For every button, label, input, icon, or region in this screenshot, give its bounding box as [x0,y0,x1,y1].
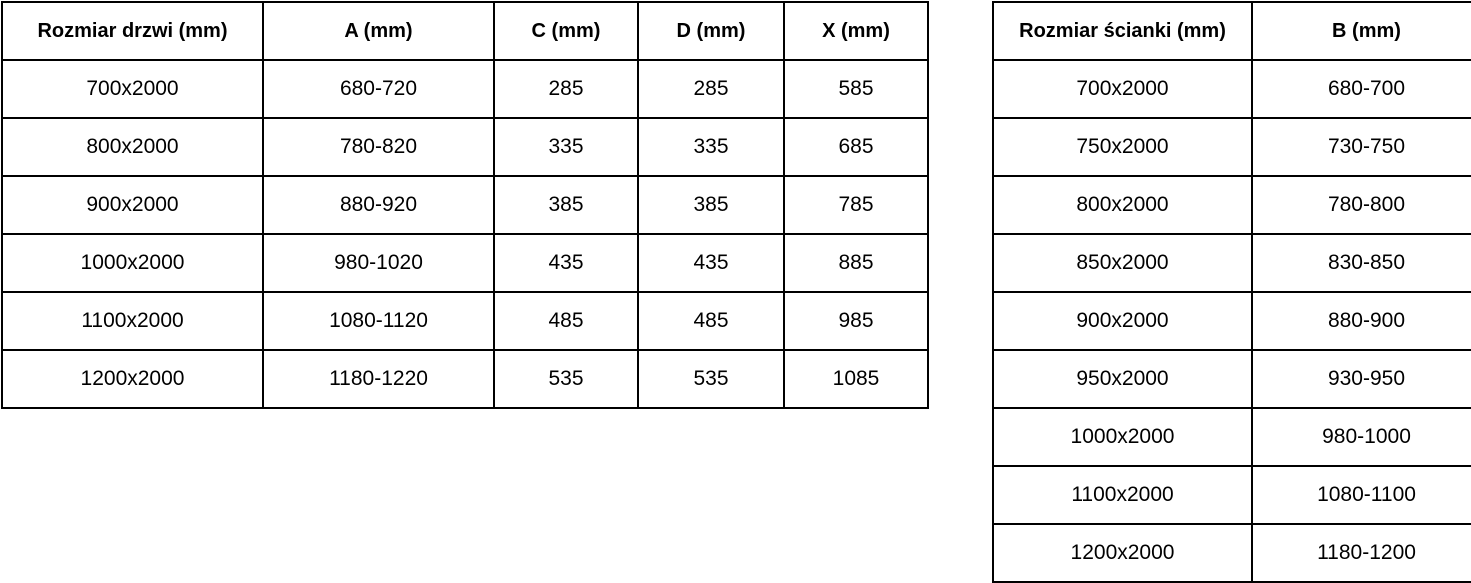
table-cell: 680-700 [1252,60,1471,118]
table-cell: 800x2000 [2,118,263,176]
wall-panel-sizes-table [992,1,1471,583]
column-header: C (mm) [494,2,638,60]
header-row [2,2,928,60]
door-sizes-table [1,1,929,409]
table-row [993,350,1471,408]
table-cell: 950x2000 [993,350,1252,408]
table-cell: 700x2000 [993,60,1252,118]
table-row [2,176,928,234]
table-cell: 1000x2000 [2,234,263,292]
table-row [2,234,928,292]
table-cell: 485 [638,292,784,350]
table-cell: 535 [494,350,638,408]
table-row [993,408,1471,466]
table-cell: 750x2000 [993,118,1252,176]
table-cell: 1100x2000 [993,466,1252,524]
table-row [993,118,1471,176]
table-cell: 1100x2000 [2,292,263,350]
table-cell: 285 [638,60,784,118]
table-cell: 980-1020 [263,234,494,292]
table-cell: 535 [638,350,784,408]
table-cell: 1180-1200 [1252,524,1471,582]
header-row [993,2,1471,60]
table-cell: 800x2000 [993,176,1252,234]
column-header: X (mm) [784,2,928,60]
table-cell: 1180-1220 [263,350,494,408]
table-cell: 335 [494,118,638,176]
table-cell: 585 [784,60,928,118]
table-cell: 435 [638,234,784,292]
table-cell: 385 [494,176,638,234]
table-row [993,292,1471,350]
table-cell: 1200x2000 [993,524,1252,582]
column-header: Rozmiar drzwi (mm) [2,2,263,60]
column-header: Rozmiar ścianki (mm) [993,2,1252,60]
table-row [2,60,928,118]
table-cell: 1200x2000 [2,350,263,408]
table-cell: 485 [494,292,638,350]
table-row [993,466,1471,524]
column-header: D (mm) [638,2,784,60]
table-cell: 680-720 [263,60,494,118]
table-cell: 385 [638,176,784,234]
table-cell: 785 [784,176,928,234]
table-cell: 885 [784,234,928,292]
table-cell: 830-850 [1252,234,1471,292]
table-row [2,292,928,350]
table-cell: 1085 [784,350,928,408]
table-cell: 880-900 [1252,292,1471,350]
table-cell: 980-1000 [1252,408,1471,466]
table-cell: 780-820 [263,118,494,176]
table-cell: 900x2000 [2,176,263,234]
table-cell: 985 [784,292,928,350]
table-row [993,524,1471,582]
table-row [993,234,1471,292]
table-cell: 685 [784,118,928,176]
table-row [993,60,1471,118]
table-cell: 1080-1120 [263,292,494,350]
column-header: B (mm) [1252,2,1471,60]
table-cell: 780-800 [1252,176,1471,234]
column-header: A (mm) [263,2,494,60]
table-row [2,350,928,408]
table-cell: 700x2000 [2,60,263,118]
table-cell: 850x2000 [993,234,1252,292]
table-cell: 730-750 [1252,118,1471,176]
table-cell: 880-920 [263,176,494,234]
table-cell: 1080-1100 [1252,466,1471,524]
table-row [993,176,1471,234]
table-cell: 285 [494,60,638,118]
table-cell: 1000x2000 [993,408,1252,466]
table-row [2,118,928,176]
table-cell: 930-950 [1252,350,1471,408]
table-cell: 435 [494,234,638,292]
table-cell: 900x2000 [993,292,1252,350]
table-cell: 335 [638,118,784,176]
